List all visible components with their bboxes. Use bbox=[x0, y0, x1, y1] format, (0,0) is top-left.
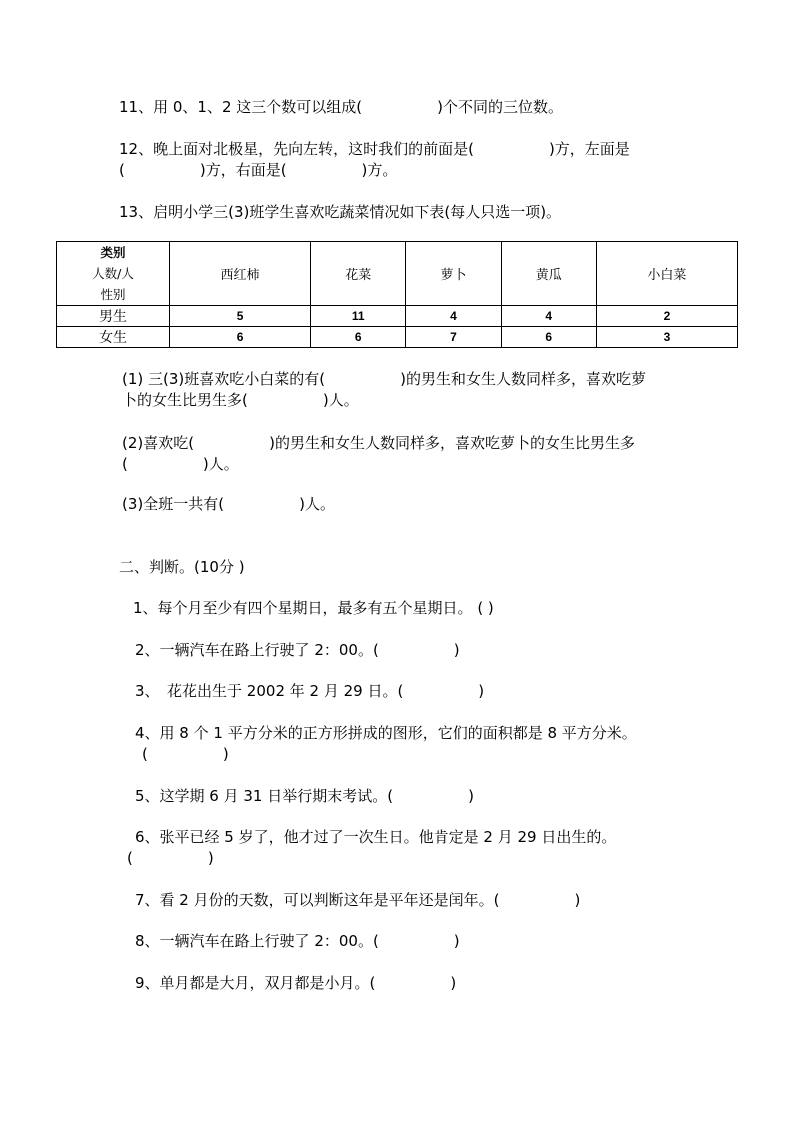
table-cell: 7 bbox=[406, 327, 501, 348]
column-header-radish: 萝卜 bbox=[406, 242, 501, 306]
judgement-5: 5、这学期 6 月 31 日举行期末考试。( ) bbox=[135, 787, 474, 805]
judgement-8: 8、一辆汽车在路上行驶了 2：00。( ) bbox=[135, 932, 460, 950]
table-row bbox=[57, 306, 738, 327]
vegetable-preference-table bbox=[56, 241, 738, 348]
judgement-6-line-2: ( ) bbox=[127, 849, 214, 867]
sub-question-2-line-1: (2)喜欢吃( )的男生和女生人数同样多，喜欢吃萝卜的女生比男生多 bbox=[122, 434, 635, 452]
table-row bbox=[57, 327, 738, 348]
row-label-boys: 男生 bbox=[57, 306, 170, 327]
sub-question-1-line-2: 卜的女生比男生多( )人。 bbox=[122, 391, 359, 409]
section-2-heading: 二、判断。(10分 ) bbox=[119, 558, 245, 576]
table-cell: 11 bbox=[311, 306, 406, 327]
question-12-line-2: ( )方，右面是( )方。 bbox=[119, 161, 398, 179]
table-cell: 2 bbox=[596, 306, 737, 327]
question-11: 11、用 0、1、2 这三个数可以组成( )个不同的三位数。 bbox=[119, 98, 563, 116]
judgement-4-line-2: ( ) bbox=[142, 745, 229, 763]
column-header-bok-choy: 小白菜 bbox=[596, 242, 737, 306]
judgement-7: 7、看 2 月份的天数，可以判断这年是平年还是闰年。( ) bbox=[135, 891, 581, 909]
judgement-1: 1、每个月至少有四个星期日，最多有五个星期日。 ( ) bbox=[133, 599, 494, 617]
table-cell: 6 bbox=[170, 327, 311, 348]
judgement-4-line-1: 4、用 8 个 1 平方分米的正方形拼成的图形，它们的面积都是 8 平方分米。 bbox=[135, 724, 637, 742]
table-corner-cell bbox=[57, 242, 170, 306]
question-13: 13、启明小学三(3)班学生喜欢吃蔬菜情况如下表(每人只选一项)。 bbox=[119, 203, 562, 221]
table-header-row bbox=[57, 242, 738, 306]
judgement-6-line-1: 6、张平已经 5 岁了，他才过了一次生日。他肯定是 2 月 29 日出生的。 bbox=[135, 828, 617, 846]
table-cell: 4 bbox=[501, 306, 596, 327]
table-cell: 6 bbox=[311, 327, 406, 348]
row-label-girls: 女生 bbox=[57, 327, 170, 348]
table-cell: 6 bbox=[501, 327, 596, 348]
question-12-line-1: 12、晚上面对北极星，先向左转，这时我们的前面是( )方，左面是 bbox=[119, 140, 630, 158]
corner-count-label: 人数/人 bbox=[92, 266, 134, 281]
table-cell: 5 bbox=[170, 306, 311, 327]
column-header-cucumber: 黄瓜 bbox=[501, 242, 596, 306]
table-cell: 4 bbox=[406, 306, 501, 327]
corner-gender-label: 性别 bbox=[100, 287, 126, 302]
sub-question-3: (3)全班一共有( )人。 bbox=[122, 495, 335, 513]
judgement-9: 9、单月都是大月，双月都是小月。( ) bbox=[135, 974, 457, 992]
table-cell: 3 bbox=[596, 327, 737, 348]
column-header-tomato: 西红柿 bbox=[170, 242, 311, 306]
corner-category-label: 类别 bbox=[100, 245, 126, 260]
judgement-3: 3、 花花出生于 2002 年 2 月 29 日。( ) bbox=[135, 682, 485, 700]
sub-question-2-line-2: ( )人。 bbox=[122, 455, 239, 473]
judgement-2: 2、一辆汽车在路上行驶了 2：00。( ) bbox=[135, 641, 460, 659]
column-header-cauliflower: 花菜 bbox=[311, 242, 406, 306]
sub-question-1-line-1: (1) 三(3)班喜欢吃小白菜的有( )的男生和女生人数同样多，喜欢吃萝 bbox=[122, 370, 646, 388]
